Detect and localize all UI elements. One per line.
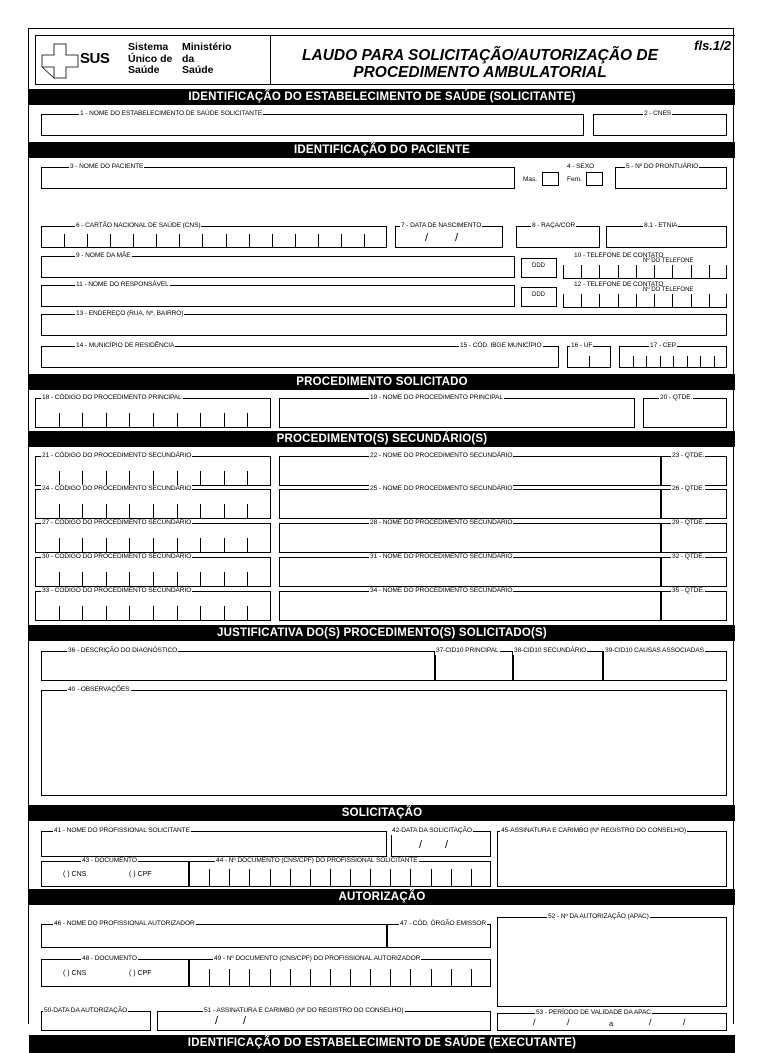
label-f18: 18 - CÓDIGO DO PROCEDIMENTO PRINCIPAL: [42, 394, 182, 401]
digit-divider: [636, 294, 637, 308]
label-f11: 11 - NOME DO RESPONSÁVEL: [76, 281, 169, 288]
sus-logo-text: SUS: [80, 50, 110, 67]
digit-divider: [390, 969, 391, 987]
digit-divider: [59, 572, 60, 587]
date-slash: /: [445, 839, 449, 851]
digit-divider: [129, 538, 130, 553]
digit-divider: [390, 869, 391, 887]
digit-divider: [177, 413, 178, 428]
label-f42: 42-DATA DA SOLICITAÇÃO: [392, 827, 472, 834]
digit-divider: [471, 969, 472, 987]
digit-divider: [247, 538, 248, 553]
org-name-col1: Sistema Único de Saúde: [128, 41, 173, 76]
digit-divider: [636, 265, 637, 279]
digit-divider: [129, 572, 130, 587]
digit-divider: [106, 572, 107, 587]
cns-digit-ticks: [41, 234, 387, 248]
field-nome-proc-secundario[interactable]: [279, 523, 661, 553]
digit-divider: [106, 538, 107, 553]
digit-divider: [672, 294, 673, 308]
digit-divider: [709, 265, 710, 279]
digit-divider: [129, 413, 130, 428]
field-assinatura-solicitante[interactable]: [497, 831, 727, 887]
field-nome-proc-secundario[interactable]: [279, 557, 661, 587]
digit-divider: [654, 265, 655, 279]
label-nome-secundario: 22 - NOME DO PROCEDIMENTO SECUNDÁRIO: [370, 452, 513, 459]
digit-divider: [249, 969, 250, 987]
sus-logo-box: [35, 35, 271, 85]
digit-divider: [581, 265, 582, 279]
digit-divider: [224, 413, 225, 428]
label-f10: 10 - TELEFONE DE CONTATO: [574, 252, 664, 259]
digit-divider: [272, 234, 273, 248]
label-f6: 6 - CARTÃO NACIONAL DE SAÚDE (CNS): [76, 222, 201, 229]
digit-divider: [451, 869, 452, 887]
digit-divider: [224, 471, 225, 486]
digit-divider: [59, 504, 60, 519]
uf-divider: [589, 356, 590, 368]
label-codigo-secundario: 33 - CÓDIGO DO PROCEDIMENTO SECUNDÁRIO: [42, 587, 192, 594]
digit-divider: [370, 969, 371, 987]
label-num-tel: Nº DO TELEFONE: [643, 287, 694, 293]
digit-divider: [200, 413, 201, 428]
digit-divider: [654, 294, 655, 308]
page-ref: fls.1/2: [694, 38, 731, 53]
date-slash: /: [567, 1017, 570, 1027]
label-f41: 41 - NOME DO PROFISSIONAL SOLICITANTE: [54, 827, 190, 834]
digit-divider: [318, 234, 319, 248]
digit-divider: [341, 234, 342, 248]
digit-divider: [87, 234, 88, 248]
label-f15: 15 - CÓD. IBGE MUNICÍPIO: [460, 342, 542, 349]
sec-code-ticks: [35, 504, 271, 519]
digit-divider: [310, 869, 311, 887]
field-nome-proc-secundario[interactable]: [279, 456, 661, 486]
field-qtde-secundario[interactable]: [661, 557, 727, 587]
digit-divider: [431, 869, 432, 887]
label-codigo-secundario: 30 - CÓDIGO DO PROCEDIMENTO SECUNDÁRIO: [42, 553, 192, 560]
form-title: LAUDO PARA SOLICITAÇÃO/AUTORIZAÇÃO DE PROCEDIMENTO AMBULATORIAL: [302, 47, 658, 81]
digit-divider: [249, 234, 250, 248]
digit-divider: [153, 471, 154, 486]
digit-divider: [59, 538, 60, 553]
digit-divider: [129, 471, 130, 486]
digit-divider: [646, 356, 647, 368]
label-codigo-secundario: 27 - CÓDIGO DO PROCEDIMENTO SECUNDÁRIO: [42, 519, 192, 526]
label-f45: 45-ASSINATURA E CARIMBO (Nº REGISTRO DO CONSELHO): [501, 827, 686, 834]
digit-divider: [177, 471, 178, 486]
label-f51: 51 - ASSINATURA E CARIMBO (Nº DO REGISTRO DO CONSELHO): [204, 1007, 404, 1014]
sec-code-ticks: [35, 572, 271, 587]
date-slash: /: [683, 1017, 686, 1027]
proc-code-ticks: [35, 413, 271, 428]
date-slash: /: [455, 232, 459, 244]
option-cpf-autorizador[interactable]: ( ) CPF: [129, 970, 152, 977]
digit-divider: [410, 969, 411, 987]
label-f2: 2 - CNES: [644, 110, 672, 117]
label-nome-secundario: 31 - NOME DO PROCEDIMENTO SECUNDÁRIO: [370, 553, 513, 560]
digit-divider: [618, 265, 619, 279]
label-f7: 7 - DATA DE NASCIMENTO: [401, 222, 482, 229]
doc-sol-ticks: [189, 869, 491, 887]
digit-divider: [673, 356, 674, 368]
field-qtde-secundario[interactable]: [661, 489, 727, 519]
field-nome-proc-secundario[interactable]: [279, 591, 661, 621]
digit-divider: [672, 265, 673, 279]
label-f3: 3 - NOME DO PACIENTE: [70, 163, 144, 170]
label-f14: 14 - MUNICÍPIO DE RESIDÊNCIA: [76, 342, 175, 349]
digit-divider: [129, 504, 130, 519]
field-nome-proc-principal[interactable]: [279, 398, 635, 428]
digit-divider: [179, 234, 180, 248]
section-est-executante: IDENTIFICAÇÃO DO ESTABELECIMENTO DE SAÚDE (EXECUTANTE): [29, 1035, 735, 1053]
digit-divider: [200, 606, 201, 621]
label-f8: 8 - RAÇA/COR: [532, 222, 576, 229]
label-f1: 1 - NOME DO ESTABELECIMENTO DE SAÚDE SOLICITANTE: [80, 110, 263, 117]
digit-divider: [410, 869, 411, 887]
digit-divider: [177, 572, 178, 587]
date-slash: /: [419, 839, 423, 851]
section-est-solicitante: IDENTIFICAÇÃO DO ESTABELECIMENTO DE SAÚDE (SOLICITANTE): [29, 89, 735, 105]
digit-divider: [229, 969, 230, 987]
digit-divider: [153, 504, 154, 519]
label-ddd: DDD: [532, 292, 545, 298]
digit-divider: [110, 234, 111, 248]
section-autorizacao: AUTORIZAÇÃO: [29, 889, 735, 905]
digit-divider: [82, 572, 83, 587]
form-title-box: [245, 35, 735, 85]
digit-divider: [177, 504, 178, 519]
label-f12: 12 - TELEFONE DE CONTATO: [574, 281, 664, 288]
digit-divider: [200, 504, 201, 519]
digit-divider: [129, 606, 130, 621]
digit-divider: [247, 413, 248, 428]
digit-divider: [106, 606, 107, 621]
label-f81: 8.1 - ETNIA: [644, 222, 678, 229]
label-num-tel: Nº DO TELEFONE: [643, 258, 694, 264]
digit-divider: [153, 572, 154, 587]
digit-divider: [364, 234, 365, 248]
sec-code-ticks: [35, 471, 271, 486]
digit-divider: [290, 869, 291, 887]
checkbox-sexo-feminino[interactable]: [586, 172, 603, 186]
label-qtde-secundario: 35 - QTDE.: [672, 587, 705, 594]
label-qtde-secundario: 32 - QTDE.: [672, 553, 705, 560]
digit-divider: [200, 572, 201, 587]
field-descricao-diagnostico[interactable]: [41, 651, 435, 681]
label-f16: 16 - UF: [571, 342, 593, 349]
digit-divider: [599, 294, 600, 308]
digit-divider: [153, 413, 154, 428]
sec-code-ticks: [35, 606, 271, 621]
digit-divider: [82, 471, 83, 486]
form-page: [28, 28, 734, 1049]
digit-divider: [224, 504, 225, 519]
date-slash: /: [215, 1015, 219, 1027]
digit-divider: [59, 606, 60, 621]
digit-divider: [247, 606, 248, 621]
digit-divider: [200, 538, 201, 553]
label-f47: 47 - CÓD. ÓRGÃO EMISSOR: [400, 920, 486, 927]
label-f4: 4 - SEXO: [567, 163, 595, 170]
field-qtde-secundario[interactable]: [661, 591, 727, 621]
digit-divider: [200, 471, 201, 486]
label-qtde-secundario: 26 - QTDE.: [672, 485, 705, 492]
digit-divider: [224, 606, 225, 621]
digit-divider: [691, 265, 692, 279]
digit-divider: [59, 471, 60, 486]
section-proc-secundarios: PROCEDIMENTO(S) SECUNDÁRIO(S): [29, 431, 735, 447]
sus-cross-icon: [40, 42, 80, 80]
label-f46: 46 - NOME DO PROFISSIONAL AUTORIZADOR: [54, 920, 195, 927]
digit-divider: [270, 969, 271, 987]
date-slash: /: [649, 1017, 652, 1027]
sec-code-ticks: [35, 538, 271, 553]
label-f43: 43 - DOCUMENTO: [82, 857, 137, 864]
digit-divider: [687, 356, 688, 368]
digit-divider: [209, 969, 210, 987]
label-sexo-fem: Fem.: [567, 176, 582, 183]
digit-divider: [247, 572, 248, 587]
option-cpf-solicitante[interactable]: ( ) CPF: [129, 871, 152, 878]
field-cid10-principal[interactable]: [435, 651, 513, 681]
label-qtde-secundario: 23 - QTDE.: [672, 452, 705, 459]
date-slash: /: [533, 1017, 536, 1027]
tel10-digit-ticks: [563, 265, 727, 279]
digit-divider: [224, 538, 225, 553]
label-f36: 36 - DESCRIÇÃO DO DIAGNÓSTICO: [68, 647, 178, 654]
digit-divider: [82, 606, 83, 621]
digit-divider: [290, 969, 291, 987]
digit-divider: [633, 356, 634, 368]
label-f37: 37-CID10 PRINCIPAL: [436, 647, 499, 654]
digit-divider: [202, 234, 203, 248]
digit-divider: [270, 869, 271, 887]
field-cid10-causas[interactable]: [603, 651, 727, 681]
label-f44: 44 - Nº DOCUMENTO (CNS/CPF) DO PROFISSIONAL SOLICITANTE: [216, 857, 418, 864]
doc-aut-ticks: [189, 969, 491, 987]
field-num-autorizacao-apac[interactable]: [497, 917, 727, 1007]
digit-divider: [330, 969, 331, 987]
label-nome-secundario: 34 - NOME DO PROCEDIMENTO SECUNDÁRIO: [370, 587, 513, 594]
label-f20: 20 - QTDE.: [660, 394, 693, 401]
digit-divider: [106, 413, 107, 428]
digit-divider: [431, 969, 432, 987]
field-qtde-secundario[interactable]: [661, 523, 727, 553]
label-qtde-secundario: 29 - QTDE.: [672, 519, 705, 526]
digit-divider: [59, 413, 60, 428]
digit-divider: [82, 538, 83, 553]
field-cid10-secundario[interactable]: [513, 651, 603, 681]
label-f52: 52 - Nº DA AUTORIZAÇÃO (APAC): [548, 913, 649, 920]
digit-divider: [229, 869, 230, 887]
digit-divider: [618, 294, 619, 308]
digit-divider: [64, 234, 65, 248]
label-nome-secundario: 25 - NOME DO PROCEDIMENTO SECUNDÁRIO: [370, 485, 513, 492]
digit-divider: [177, 606, 178, 621]
digit-divider: [153, 606, 154, 621]
field-observacoes[interactable]: [41, 690, 727, 796]
digit-divider: [310, 969, 311, 987]
digit-divider: [700, 356, 701, 368]
label-f39: 39-CID10 CAUSAS ASSOCIADAS: [605, 647, 704, 654]
field-qtde-principal[interactable]: [643, 398, 727, 428]
label-nome-secundario: 28 - NOME DO PROCEDIMENTO SECUNDÁRIO: [370, 519, 513, 526]
option-cns-autorizador[interactable]: ( ) CNS: [63, 970, 87, 977]
label-ddd: DDD: [532, 263, 545, 269]
digit-divider: [599, 265, 600, 279]
date-slash: /: [425, 232, 429, 244]
digit-divider: [153, 538, 154, 553]
digit-divider: [177, 538, 178, 553]
label-codigo-secundario: 21 - CÓDIGO DO PROCEDIMENTO SECUNDÁRIO: [42, 452, 192, 459]
section-proc-solicitado: PROCEDIMENTO SOLICITADO: [29, 374, 735, 390]
checkbox-sexo-masculino[interactable]: [542, 172, 559, 186]
tel12-digit-ticks: [563, 294, 727, 308]
digit-divider: [226, 234, 227, 248]
field-nome-proc-secundario[interactable]: [279, 489, 661, 519]
label-f48: 48 - DOCUMENTO: [82, 955, 137, 962]
date-slash: /: [243, 1015, 247, 1027]
label-f9: 9 - NOME DA MÃE: [76, 252, 131, 259]
digit-divider: [249, 869, 250, 887]
org-name-col2: Ministério da Saúde: [182, 41, 232, 76]
option-cns-solicitante[interactable]: ( ) CNS: [63, 871, 87, 878]
digit-divider: [691, 294, 692, 308]
digit-divider: [709, 294, 710, 308]
digit-divider: [295, 234, 296, 248]
section-paciente: IDENTIFICAÇÃO DO PACIENTE: [29, 142, 735, 158]
digit-divider: [247, 471, 248, 486]
digit-divider: [224, 572, 225, 587]
digit-divider: [106, 471, 107, 486]
label-f49: 49 - Nº DOCUMENTO (CNS/CPF) DO PROFISSIONAL AUTORIZADOR: [214, 955, 421, 962]
digit-divider: [471, 869, 472, 887]
digit-divider: [660, 356, 661, 368]
cep-digit-ticks: [619, 356, 727, 368]
digit-divider: [714, 356, 715, 368]
field-qtde-secundario[interactable]: [661, 456, 727, 486]
label-f53: 53 - PERÍODO DE VALIDADE DA APAC: [536, 1009, 651, 1016]
digit-divider: [451, 969, 452, 987]
label-f5: 5 - Nº DO PRONTUÁRIO: [626, 163, 699, 170]
label-sexo-mas: Mas.: [523, 176, 538, 183]
section-justificativa: JUSTIFICATIVA DO(S) PROCEDIMENTO(S) SOLICITADO(S): [29, 625, 735, 641]
digit-divider: [581, 294, 582, 308]
digit-divider: [82, 504, 83, 519]
label-f13: 13 - ENDEREÇO (RUA, Nº, BAIRRO): [76, 310, 184, 317]
label-f17: 17 - CEP: [650, 342, 676, 349]
digit-divider: [247, 504, 248, 519]
label-codigo-secundario: 24 - CÓDIGO DO PROCEDIMENTO SECUNDÁRIO: [42, 485, 192, 492]
digit-divider: [156, 234, 157, 248]
digit-divider: [133, 234, 134, 248]
digit-divider: [350, 969, 351, 987]
digit-divider: [106, 504, 107, 519]
digit-divider: [330, 869, 331, 887]
label-f40: 40 - OBSERVAÇÕES: [68, 686, 130, 693]
period-separator: a: [609, 1019, 614, 1028]
digit-divider: [209, 869, 210, 887]
label-f38: 38-CID10 SECUNDÁRIO: [514, 647, 587, 654]
section-solicitacao: SOLICITAÇÃO: [29, 805, 735, 821]
digit-divider: [370, 869, 371, 887]
digit-divider: [82, 413, 83, 428]
label-f50: 50-DATA DA AUTORIZAÇÃO: [44, 1007, 128, 1014]
digit-divider: [350, 869, 351, 887]
label-f19: 19 - NOME DO PROCEDIMENTO PRINCIPAL: [370, 394, 503, 401]
